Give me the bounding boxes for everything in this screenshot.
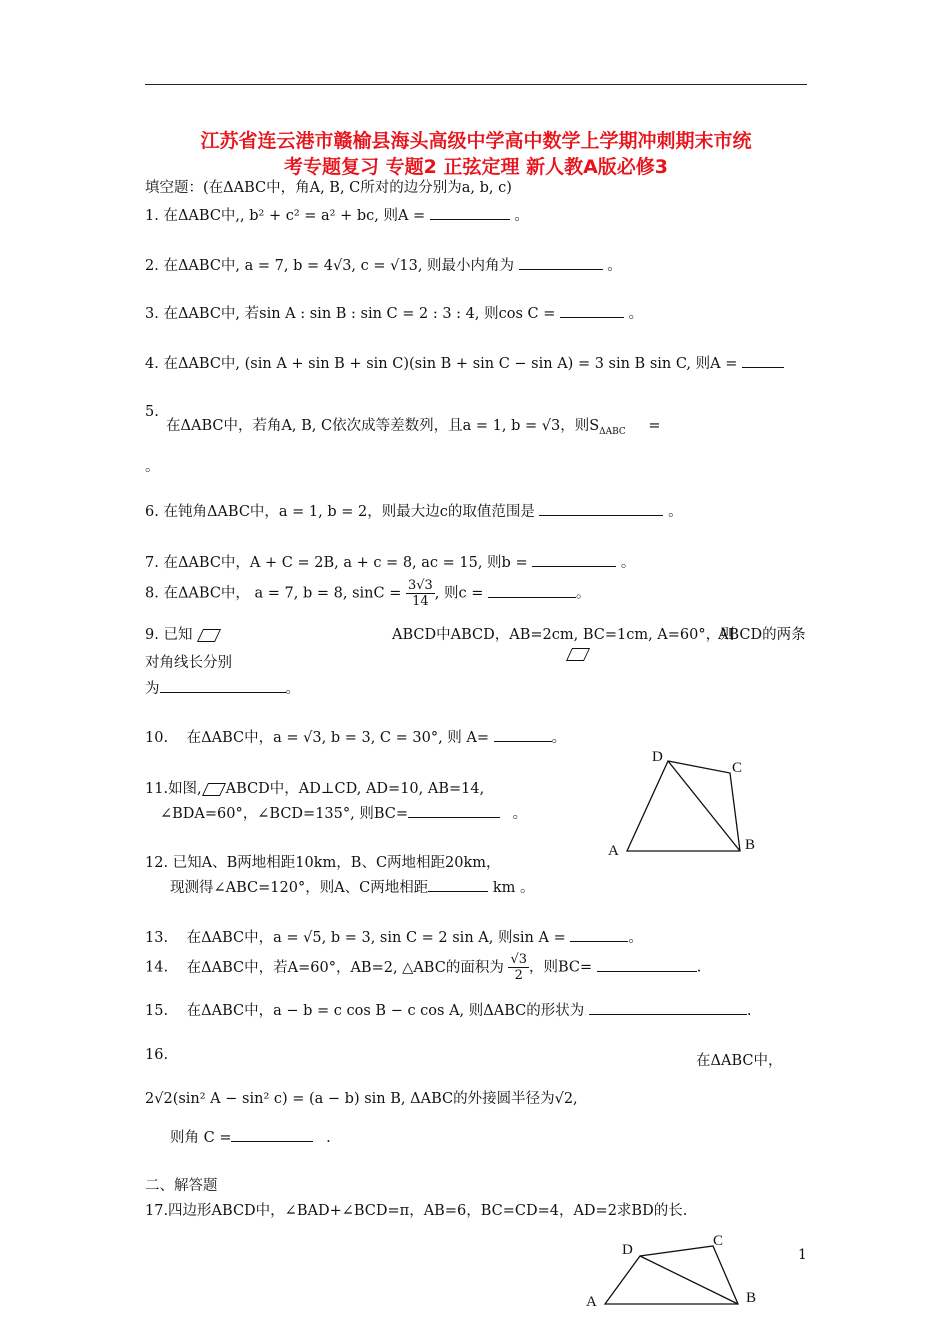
q6-answer-blank[interactable] xyxy=(539,501,663,516)
q15-tail: . xyxy=(746,1003,752,1019)
question-4 xyxy=(145,352,784,373)
question-10 xyxy=(145,726,566,747)
section1-heading xyxy=(145,176,512,197)
q13-number: 13. xyxy=(145,930,169,946)
q12-text: 已知A、B两地相距10km，B、C两地相距20km， xyxy=(172,855,501,871)
q16-tail: . xyxy=(326,1130,331,1146)
q13-text: 在ΔABC中，a = √5, b = 3, sin C = 2 sin A, 则sin A = xyxy=(186,930,566,946)
parallelogram-icon xyxy=(566,648,590,661)
label-a: A xyxy=(608,843,619,859)
parallelogram-icon xyxy=(197,629,221,642)
figure-quadrilateral-2 xyxy=(580,1226,780,1336)
q14-number: 14. xyxy=(145,959,169,976)
label-c: C xyxy=(732,760,743,776)
figure-quadrilateral-1 xyxy=(600,740,780,860)
q11-answer-blank[interactable] xyxy=(408,803,500,818)
q8-fraction xyxy=(406,578,435,609)
q8-number: 8. xyxy=(145,585,159,602)
question-9 xyxy=(145,623,221,644)
q9-text-a: 已知 xyxy=(163,627,193,643)
question-14 xyxy=(145,952,701,983)
q12-tail: 。 xyxy=(520,880,535,896)
q13-answer-blank[interactable] xyxy=(570,927,628,942)
q12-line2-text: 现测得∠ABC=120°，则A、C两地相距 xyxy=(170,880,429,896)
q14-text-b: ，则BC= xyxy=(529,959,593,976)
q14-text-a: 在ΔABC中，若A=60°，AB=2, △ABC的面积为 xyxy=(186,959,504,976)
q15-number: 15. xyxy=(145,1003,169,1019)
q10-answer-blank[interactable] xyxy=(494,727,552,742)
header-rule xyxy=(145,84,807,85)
q4-text: 在ΔABC中, (sin A + sin B + sin C)(sin B + sin C − sin A) = 3 sin B sin C, 则A = xyxy=(163,356,738,372)
question-16-number: 16. xyxy=(145,1047,169,1063)
section2-label: 二、解答题 xyxy=(145,1178,218,1194)
q10-tail: 。 xyxy=(551,730,567,746)
q9-tail: 。 xyxy=(285,681,300,697)
label-b-2: B xyxy=(746,1290,757,1306)
q2-number: 2. xyxy=(145,258,159,274)
q9-line-2: 对角线长分别 xyxy=(145,655,232,671)
q10-number: 10. xyxy=(145,730,169,746)
q11-text-a: 如图, xyxy=(168,781,202,797)
page-number: 1 xyxy=(798,1247,807,1263)
q11-number: 11. xyxy=(145,781,169,797)
q9-number: 9. xyxy=(145,627,159,643)
q12-line-2 xyxy=(170,876,535,897)
q5-tail: 。 xyxy=(145,459,160,475)
q10-text: 在ΔABC中，a = √3, b = 3, C = 30°, 则 A= xyxy=(186,730,490,746)
quadrilateral-outline xyxy=(627,760,743,851)
q3-answer-blank[interactable] xyxy=(560,303,624,318)
q9-text-b: ABCD中ABCD，AB=2cm, BC=1cm, A=60°，则 xyxy=(392,627,735,643)
q8-fraction-denominator: 14 xyxy=(412,594,429,609)
q1-text: 在ΔABC中,, b² + c² = a² + bc, 则A = xyxy=(163,208,426,224)
question-17: 17.四边形ABCD中，∠BAD+∠BCD=π，AB=6，BC=CD=4，AD=2求BD的长. xyxy=(145,1203,688,1219)
q13-tail: 。 xyxy=(628,930,643,946)
question-13 xyxy=(145,926,643,947)
q14-fraction-denominator: 2 xyxy=(514,968,523,983)
section1-label: 填空题： xyxy=(145,180,203,196)
q16-right-text: 在ΔABC中， xyxy=(696,1053,783,1069)
question-2 xyxy=(145,254,622,275)
question-12 xyxy=(145,851,501,872)
q9-text-c: ABCD的两条 xyxy=(718,627,806,643)
question-5 xyxy=(166,414,661,437)
q8-text-b: , 则c = xyxy=(434,585,484,602)
q6-number: 6. xyxy=(145,504,159,520)
q5-subscript: ΔABC xyxy=(599,427,626,437)
q15-answer-blank[interactable] xyxy=(589,1000,747,1015)
diagonal-bd xyxy=(668,760,743,851)
parallelogram-icon xyxy=(202,783,226,796)
q8-tail: 。 xyxy=(576,585,591,602)
q15-text: 在ΔABC中，a − b = c cos B − c cos A, 则ΔABC的形状为 xyxy=(186,1003,585,1019)
q4-answer-blank[interactable] xyxy=(742,353,784,368)
q7-tail: 。 xyxy=(620,555,636,571)
q11-text-b: ABCD中，AD⊥CD, AD=10, AB=14, xyxy=(225,781,485,797)
question-3 xyxy=(145,302,643,323)
q5-equals: = xyxy=(648,418,661,434)
q8-fraction-numerator: 3√3 xyxy=(407,578,433,593)
q14-fraction-numerator: √3 xyxy=(510,952,527,967)
label-c-2: C xyxy=(713,1233,724,1249)
q2-answer-blank[interactable] xyxy=(519,255,603,270)
q11-line2-text: ∠BDA=60°，∠BCD=135°, 则BC= xyxy=(160,806,409,822)
section1-intro: (在ΔABC中，角A, B, C所对的边分别为a, b, c) xyxy=(203,180,512,196)
q1-answer-blank[interactable] xyxy=(430,205,510,220)
label-d-2: D xyxy=(622,1242,633,1258)
label-b: B xyxy=(745,837,756,853)
q3-text: 在ΔABC中, 若sin A : sin B : sin C = 2 : 3 : 4, 则cos C = xyxy=(163,306,556,322)
q7-text: 在ΔABC中，A + C = 2B, a + c = 8, ac = 15, 则b = xyxy=(163,555,528,571)
label-a-2: A xyxy=(586,1294,597,1310)
q16-line-3 xyxy=(170,1126,331,1147)
q9-parallelogram-icon-2 xyxy=(566,644,590,663)
q12-number: 12. xyxy=(145,855,169,871)
q9-line3-label: 为 xyxy=(145,681,160,697)
question-1 xyxy=(145,204,529,225)
q7-number: 7. xyxy=(145,555,159,571)
question-6 xyxy=(145,500,683,521)
q16-line3-text: 则角 C = xyxy=(170,1130,232,1146)
q11-line-2 xyxy=(160,802,527,823)
question-15 xyxy=(145,999,751,1020)
q2-tail: 。 xyxy=(607,258,622,274)
q6-tail: 。 xyxy=(668,504,683,520)
q3-number: 3. xyxy=(145,306,159,322)
q8-text-a: 在ΔABC中， a = 7, b = 8, sinC = xyxy=(163,585,402,602)
q8-answer-blank[interactable] xyxy=(488,583,576,598)
q6-text: 在钝角ΔABC中，a = 1, b = 2，则最大边c的取值范围是 xyxy=(163,504,535,520)
q14-tail: . xyxy=(696,959,702,976)
title-line-2: 考专题复习 专题2 正弦定理 新人教A版必修3 xyxy=(284,156,668,178)
label-d: D xyxy=(652,749,663,765)
q14-fraction xyxy=(508,952,529,983)
q16-answer-blank[interactable] xyxy=(231,1127,313,1142)
q12-answer-blank[interactable] xyxy=(428,877,488,892)
q11-tail: 。 xyxy=(512,806,528,822)
question-8 xyxy=(145,578,591,609)
title-line-1: 江苏省连云港市赣榆县海头高级中学高中数学上学期冲刺期末市统 xyxy=(200,130,752,152)
q9-line-3 xyxy=(145,677,300,698)
q16-line-2: 2√2(sin² A − sin² c) = (a − b) sin B, ΔABC的外接圆半径为√2, xyxy=(145,1091,578,1107)
q1-number: 1. xyxy=(145,208,159,224)
q12-unit: km xyxy=(492,880,516,896)
q3-tail: 。 xyxy=(628,306,644,322)
q14-answer-blank[interactable] xyxy=(597,957,697,972)
question-7 xyxy=(145,551,635,572)
q9-answer-blank[interactable] xyxy=(160,678,286,693)
q5-text: 在ΔABC中，若角A, B, C依次成等差数列，且a = 1, b = √3，则S xyxy=(166,418,600,434)
diagonal-bd-2 xyxy=(640,1256,738,1304)
q1-tail: 。 xyxy=(514,208,529,224)
question-5-number: 5. xyxy=(145,404,159,420)
q2-text: 在ΔABC中, a = 7, b = 4√3, c = √13, 则最小内角为 xyxy=(163,258,515,274)
question-11 xyxy=(145,777,484,798)
q7-answer-blank[interactable] xyxy=(532,552,616,567)
q4-number: 4. xyxy=(145,356,159,372)
